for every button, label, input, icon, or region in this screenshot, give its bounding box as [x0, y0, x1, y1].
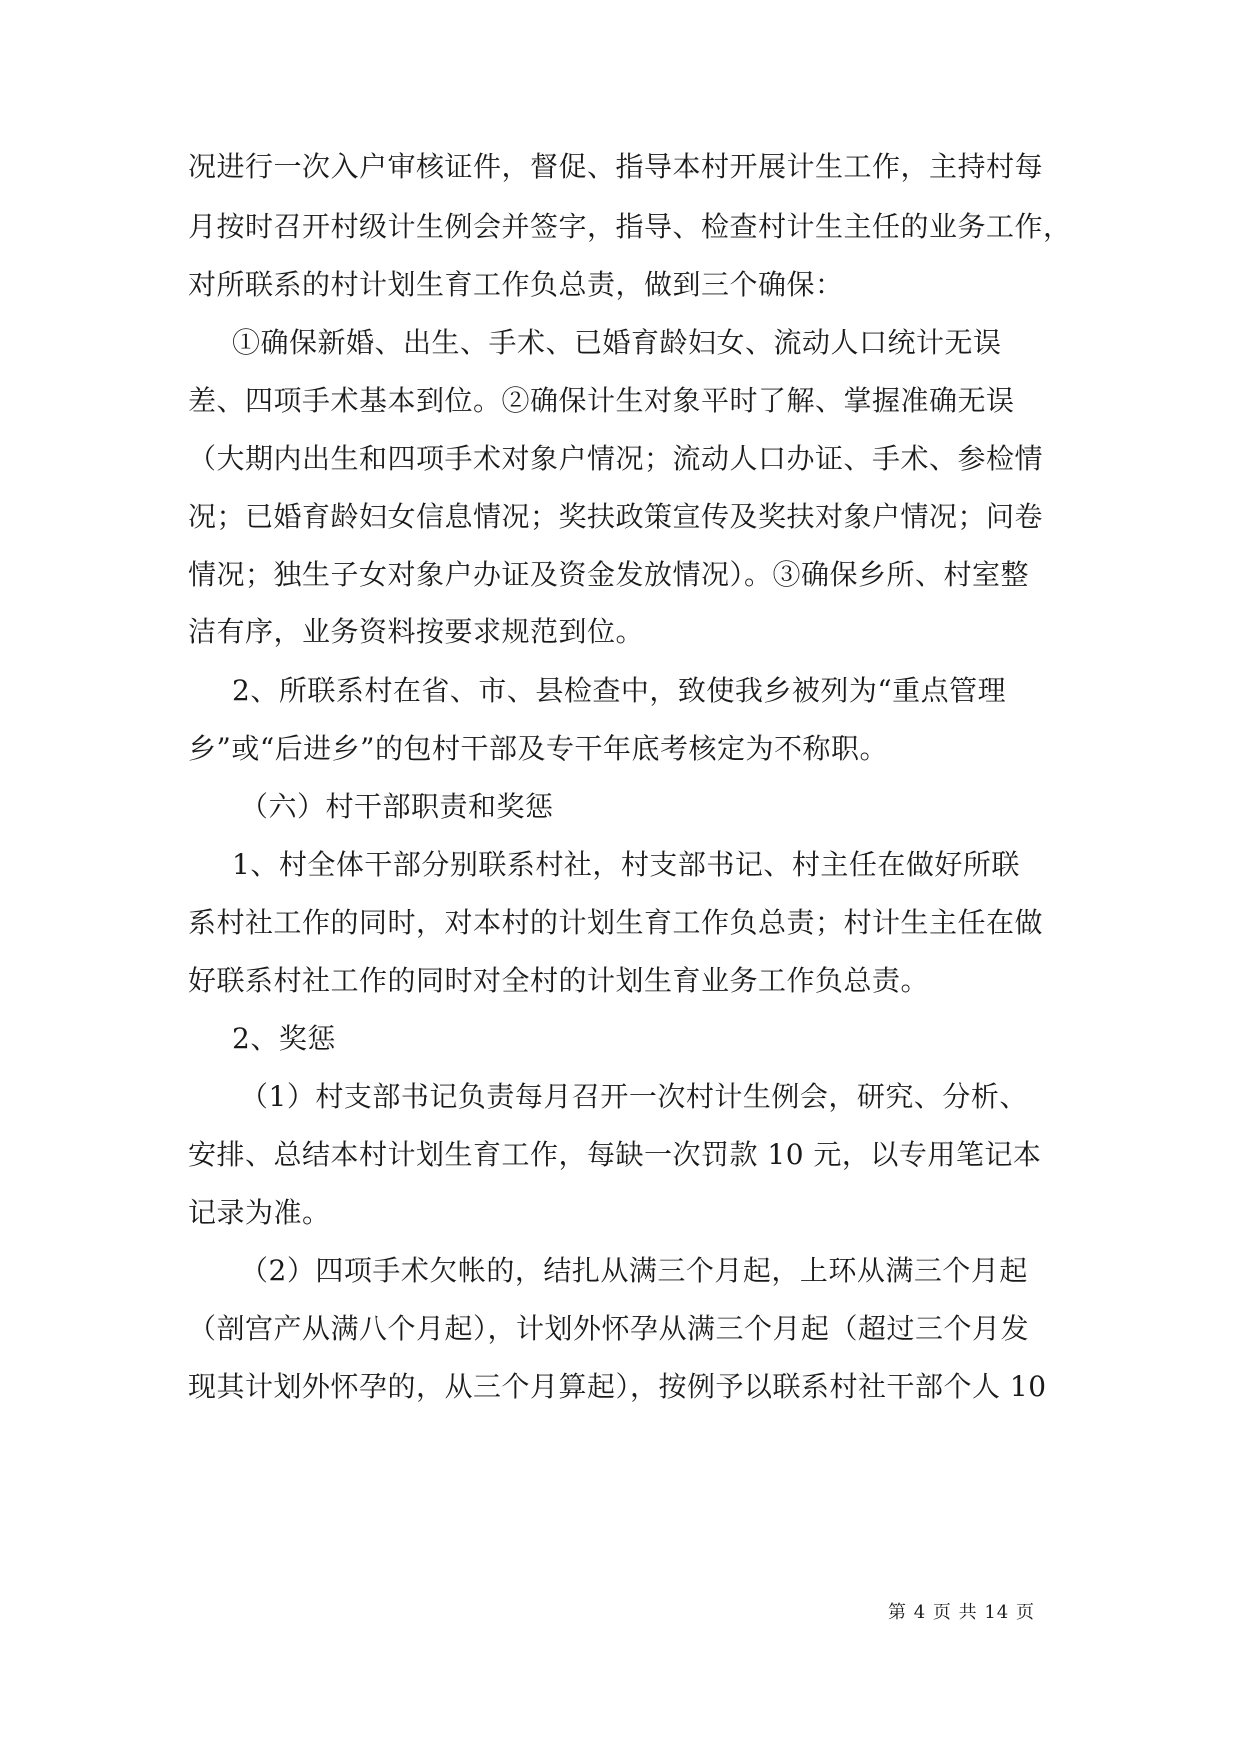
text-line: 对所联系的村计划生育工作负总责，做到三个确保：	[188, 268, 844, 301]
text-line: 1、村全体干部分别联系村社，村支部书记、村主任在做好所联	[232, 848, 1020, 881]
text-line: 好联系村社工作的同时对全村的计划生育业务工作负总责。	[188, 964, 930, 997]
text-line: 现其计划外怀孕的，从三个月算起），按例予以联系村社干部个人 10	[188, 1370, 1047, 1403]
section-heading: （六）村干部职责和奖惩	[240, 790, 554, 823]
text-line: 差、四项手术基本到位。②确保计生对象平时了解、掌握准确无误	[188, 384, 1015, 417]
page-number: 第 4 页 共 14 页	[888, 1602, 1035, 1623]
text-line: 月按时召开村级计生例会并签字，指导、检查村计生主任的业务工作，	[188, 210, 1072, 243]
text-line: （剖宫产从满八个月起），计划外怀孕从满三个月起（超过三个月发	[188, 1312, 1030, 1345]
text-line: 况；已婚育龄妇女信息情况；奖扶政策宣传及奖扶对象户情况；问卷	[188, 500, 1044, 533]
text-line: （1）村支部书记负责每月召开一次村计生例会，研究、分析、	[240, 1080, 1028, 1113]
text-line: 况进行一次入户审核证件，督促、指导本村开展计生工作，主持村每	[188, 150, 1044, 183]
text-line: 系村社工作的同时，对本村的计划生育工作负总责；村计生主任在做	[188, 906, 1044, 939]
text-line: （大期内出生和四项手术对象户情况；流动人口办证、手术、参检情	[188, 442, 1044, 475]
text-line: 2、所联系村在省、市、县检查中，致使我乡被列为“重点管理	[232, 674, 1007, 707]
text-line: （2）四项手术欠帐的，结扎从满三个月起，上环从满三个月起	[240, 1254, 1028, 1287]
text-line: 2、奖惩	[232, 1022, 336, 1055]
text-line: 洁有序，业务资料按要求规范到位。	[188, 615, 645, 648]
text-line: 安排、总结本村计划生育工作，每缺一次罚款 10 元，以专用笔记本	[188, 1138, 1042, 1171]
text-line: 记录为准。	[188, 1196, 331, 1229]
text-line: 情况；独生子女对象户办证及资金发放情况）。③确保乡所、村室整	[188, 558, 1030, 591]
text-line: ①确保新婚、出生、手术、已婚育龄妇女、流动人口统计无误	[232, 326, 1002, 359]
text-line: 乡”或“后进乡”的包村干部及专干年底考核定为不称职。	[188, 732, 888, 765]
